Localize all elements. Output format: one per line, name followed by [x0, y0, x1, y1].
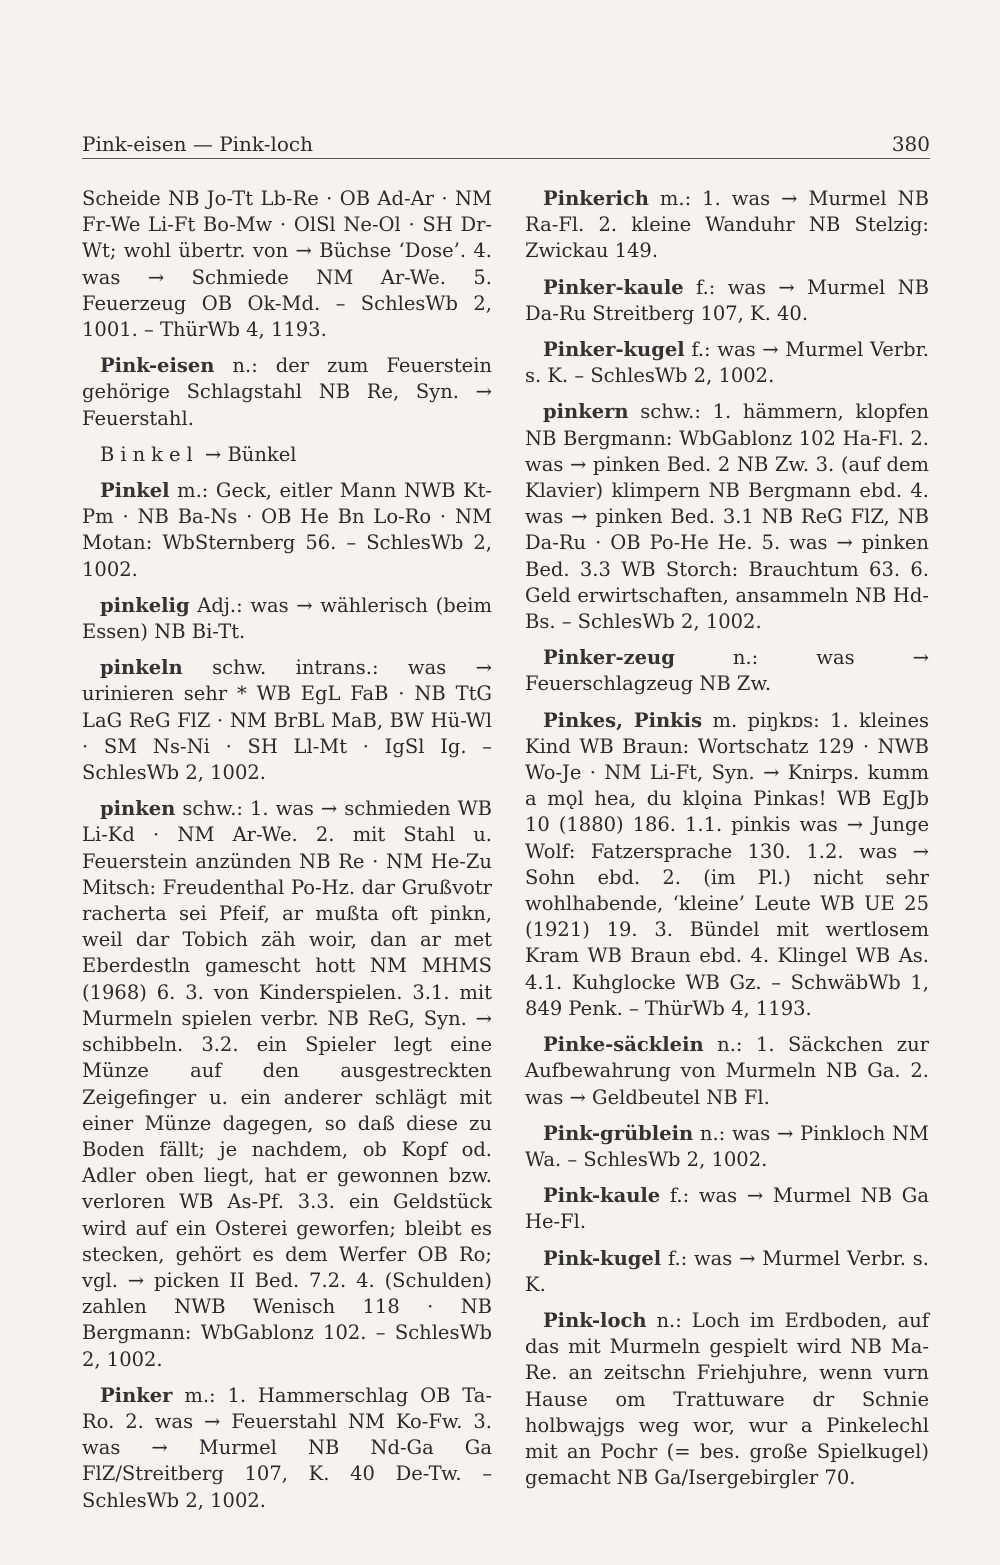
- headword: pinkelig: [100, 593, 190, 617]
- entry-pinkes: Pinkes, Pinkis m. piŋkɒs: 1. kleines Kind WB Braun: Wortschatz 129 · NWB Wo-Je · NM Li-Ft, Syn. → Knirps. kumm a mǫl hea, du klǫina Pinkas! WB EgJb 10 (1880) 186. 1.1. pinkis was → Junge Wolf: Fatzersprache 130. 1.2. was → Sohn ebd. 2. (im Pl.) nicht sehr wohlhabende, ‘kleine’ Leute WB UE 25 (1921) 19. 3. Bündel mit wertlosem Kram WB Braun ebd. 4. Klingel WB As. 4.1. Kuhglocke WB Gz. – SchwäbWb 1, 849 Penk. – ThürWb 4, 1193.: [525, 708, 929, 1020]
- entry-continuation: Scheide NB Jo-Tt Lb-Re · OB Ad-Ar · NM Fr-We Li-Ft Bo-Mw · OlSl Ne-Ol · SH Dr-Wt; wohl übertr. von → Büchse ‘Dose’. 4. was → Schmiede NM Ar-We. 5. Feuerzeug OB Ok-Md. – SchlesWb 2, 1001. – ThürWb 4, 1193.: [82, 187, 492, 342]
- entry-pink-grueblein: Pink-grüblein n.: was → Pinkloch NM Wa. – SchlesWb 2, 1002.: [525, 1121, 929, 1171]
- headword: pinkern: [543, 400, 629, 424]
- left-column: [82, 186, 492, 1524]
- right-column: [525, 186, 929, 1501]
- entry-pinkelig: pinkelig Adj.: was → wählerisch (beim Essen) NB Bi-Tt.: [82, 593, 492, 644]
- headword: Pink-loch: [543, 1308, 647, 1332]
- entry-pink-kugel: Pink-kugel f.: was → Murmel Verbr. s. K.: [525, 1246, 929, 1296]
- headword: pinkeln: [100, 656, 183, 680]
- headword: Pink-eisen: [100, 354, 215, 378]
- entry-pinkern: pinkern schw.: 1. hämmern, klopfen NB Bergmann: WbGablonz 102 Ha-Fl. 2. was → pinken Bed. 2 NB Zw. 3. (auf dem Klavier) klimpern NB Bergmann ebd. 4. was → pinken Bed. 3.1 NB ReG FlZ, NB Da-Ru · OB Po-He He. 5. was → pinken Bed. 3.3 WB Storch: Brauchtum 63. 6. Geld erwirtschaften, ansammeln NB Hd-Bs. – SchlesWb 2, 1002.: [525, 400, 929, 634]
- headword: pinken: [100, 797, 176, 821]
- entry-binkel: Binkel → Bünkel: [100, 442, 297, 466]
- headword: Pink-kaule: [543, 1184, 661, 1208]
- headword: Pink-grüblein: [543, 1121, 694, 1145]
- entry-pinker: Pinker m.: 1. Hammerschlag OB Ta-Ro. 2. was → Feuerstahl NM Ko-Fw. 3. was → Murmel NB Nd-Ga Ga FlZ/Streitberg 107, K. 40 De-Tw. – SchlesWb 2, 1002.: [82, 1383, 492, 1512]
- entry-pinker-zeug: Pinker-zeug n.: was → Feuerschlagzeug NB Zw.: [525, 646, 929, 696]
- header-title: Pink-eisen — Pink-loch: [82, 132, 313, 156]
- entry-pinken: pinken schw.: 1. was → schmieden WB Li-Kd · NM Ar-We. 2. mit Stahl u. Feuerstein anzünden NB Re · NM He-Zu Mitsch: Freudenthal Po-Hz. dar Grußvotr racherta sei Pfeif, ar mußta oft pinkn, weil dar Tobich zäh woir, dan ar met Eberdestln gamescht hott NM MHMS (1968) 6. 3. von Kinderspielen. 3.1. mit Murmeln spielen verbr. NB ReG, Syn. → schibbeln. 3.2. ein Spieler legt eine Münze auf den ausgestreckten Zeigefinger u. ein anderer schlägt mit einer Münze dagegen, so daß diese zu Boden fällt; je nachdem, ob Kopf od. Adler oben liegt, hat er gewonnen bzw. verloren WB As-Pf. 3.3. ein Geldstück wird auf ein Osterei geworfen; bleibt es stecken, gehört es dem Werfer OB Ro; vgl. → picken II Bed. 7.2. 4. (Schulden) zahlen NWB Wenisch 118 · NB Bergmann: WbGablonz 102. – SchlesWb 2, 1002.: [82, 797, 492, 1371]
- headword: Pinker-kaule: [543, 275, 684, 299]
- headword: Pinke-säcklein: [543, 1033, 704, 1057]
- entry-pinker-kugel: Pinker-kugel f.: was → Murmel Verbr. s. K. – SchlesWb 2, 1002.: [525, 338, 929, 388]
- page-number: 380: [891, 132, 930, 156]
- headword: Binkel: [100, 442, 199, 466]
- entry-pinker-kaule: Pinker-kaule f.: was → Murmel NB Da-Ru Streitberg 107, K. 40.: [525, 275, 929, 325]
- entry-pink-eisen: Pink-eisen n.: der zum Feuerstein gehörige Schlagstahl NB Re, Syn. → Feuerstahl.: [82, 354, 492, 430]
- headword: Pinker-zeug: [543, 646, 675, 670]
- headword: Pinker-kugel: [543, 338, 685, 362]
- headword: Pink-kugel: [543, 1246, 662, 1270]
- entry-pink-kaule: Pink-kaule f.: was → Murmel NB Ga He-Fl.: [525, 1184, 929, 1234]
- headword: Pinker: [100, 1383, 173, 1407]
- entry-pinkel: Pinkel m.: Geck, eitler Mann NWB Kt-Pm · NB Ba-Ns · OB He Bn Lo-Ro · NM Motan: WbSternberg 56. – SchlesWb 2, 1002.: [82, 479, 492, 581]
- running-header: [82, 132, 930, 159]
- headword: Pinkes, Pinkis: [543, 708, 703, 732]
- entry-pinkeln: pinkeln schw. intrans.: was → urinieren sehr * WB EgL FaB · NB TtG LaG ReG FlZ · NM BrBL MaB, BW Hü-Wl · SM Ns-Ni · SH Ll-Mt · IgSl Ig. – SchlesWb 2, 1002.: [82, 656, 492, 785]
- headword: Pinkerich: [543, 187, 649, 210]
- entry-pinkerich: Pinkerich m.: 1. was → Murmel NB Ra-Fl. 2. kleine Wanduhr NB Stelzig: Zwickau 149.: [525, 187, 929, 263]
- entry-pink-loch: Pink-loch n.: Loch im Erdboden, auf das mit Murmeln gespielt wird NB Ma-Re. an zeitschn Friehjuhre, wenn vurn Hause om Trattuware dr Schnie holbwajgs weg wor, wur a Pinkelechl mit an Pochr (= bes. große Spielkugel) gemacht NB Ga/Isergebirgler 70.: [525, 1308, 929, 1490]
- headword: Pinkel: [100, 479, 170, 503]
- entry-pinke-saecklein: Pinke-säcklein n.: 1. Säckchen zur Aufbewahrung von Murmeln NB Ga. 2. was → Geldbeutel NB Fl.: [525, 1033, 929, 1109]
